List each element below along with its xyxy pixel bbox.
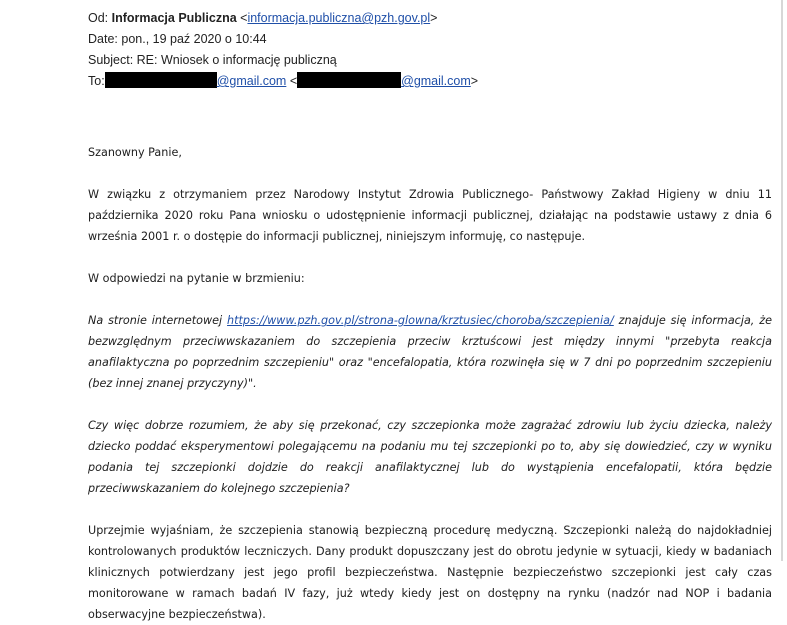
redaction-bar: [105, 72, 217, 88]
from-row: Od: Informacja Publiczna <informacja.publiczna@pzh.gov.pl>: [88, 11, 438, 25]
recipient-email-link[interactable]: @gmail.com: [216, 74, 287, 88]
subject-value: RE: Wniosek o informację publiczną: [136, 53, 337, 67]
date-value: pon., 19 paź 2020 o 10:44: [121, 32, 267, 46]
window-edge-divider: [781, 0, 783, 561]
email-header: [88, 8, 688, 92]
to-label: To:: [88, 74, 105, 88]
paragraph-answer: Uprzejmie wyjaśniam, że szczepienia stanowią bezpieczną procedurę medyczną. Szczepionki należą do najdokładniej kontrolowanych produktów leczniczych. Dany produkt dopuszczany jest do obrotu jedynie w sytuacji, kiedy w badaniach klinicznych potwierdzany jest jego profil bezpieczeństwa. Następnie bezpieczeństwo szczepionki jest cały czas monitorowane w ramach badań IV fazy, już wtedy kiedy jest on dostępny na rynku (nadzór nad NOP i badania obserwacyjne bezpieczeństwa).: [88, 524, 772, 621]
quote-text-after-link: znajduje się informacja, że bezwzględnym przeciwwskazaniem do szczepienia przeciw krztuścowi jest między innymi "przebyta reakcja anafilaktyczna po poprzednim szczepieniu" oraz "encefalopatia, która rozwinęła się w 7 dni po poprzednim szczepieniu (bez innej znanej przyczyny)".: [88, 314, 772, 390]
subject-label: Subject:: [88, 53, 134, 67]
to-row: To: @gmail.com < @gmail.com>: [88, 74, 479, 88]
recipient-email-bracket-link[interactable]: @gmail.com: [401, 74, 471, 88]
date-row: [88, 29, 688, 50]
email-body: [88, 142, 772, 625]
redaction-bar: [297, 72, 401, 88]
paragraph-question-lead: W odpowiedzi na pytanie w brzmieniu:: [88, 272, 305, 285]
quote-text-before-link: Na stronie internetowej: [88, 314, 228, 327]
paragraph-intro: W związku z otrzymaniem przez Narodowy Instytut Zdrowia Publicznego- Państwowy Zakład Higieny w dniu 11 października 2020 roku Pana wniosku o udostępnienie informacji publicznej, działając na podstawie ustawy z dnia 6 września 2001 r. o dostępie do informacji publicznej, niniejszym informuję, co następuje.: [88, 188, 772, 243]
quoted-question-1: [88, 310, 772, 394]
greeting: Szanowny Panie,: [88, 146, 182, 159]
from-label: Od:: [88, 11, 109, 25]
sender-name: Informacja Publiczna: [111, 11, 237, 25]
date-label: Date:: [88, 32, 118, 46]
sender-email-link[interactable]: informacja.publiczna@pzh.gov.pl: [247, 11, 431, 25]
quoted-question-2: Czy więc dobrze rozumiem, że aby się przekonać, czy szczepionka może zagrażać zdrowiu lub życiu dziecka, należy dziecko poddać eksperymentowi polegającemu na podaniu mu tej szczepionki po to, aby się dowiedzieć, czy w wyniku podania tej szczepionki dojdzie do reakcji anafilaktycznej lub do wystąpienia encefalopatii, która będzie przeciwwskazaniem do kolejnego szczepienia?: [88, 419, 772, 495]
pzh-vaccination-link[interactable]: https://www.pzh.gov.pl/strona-glowna/krztusiec/choroba/szczepienia/: [227, 314, 614, 327]
subject-row: [88, 50, 688, 71]
